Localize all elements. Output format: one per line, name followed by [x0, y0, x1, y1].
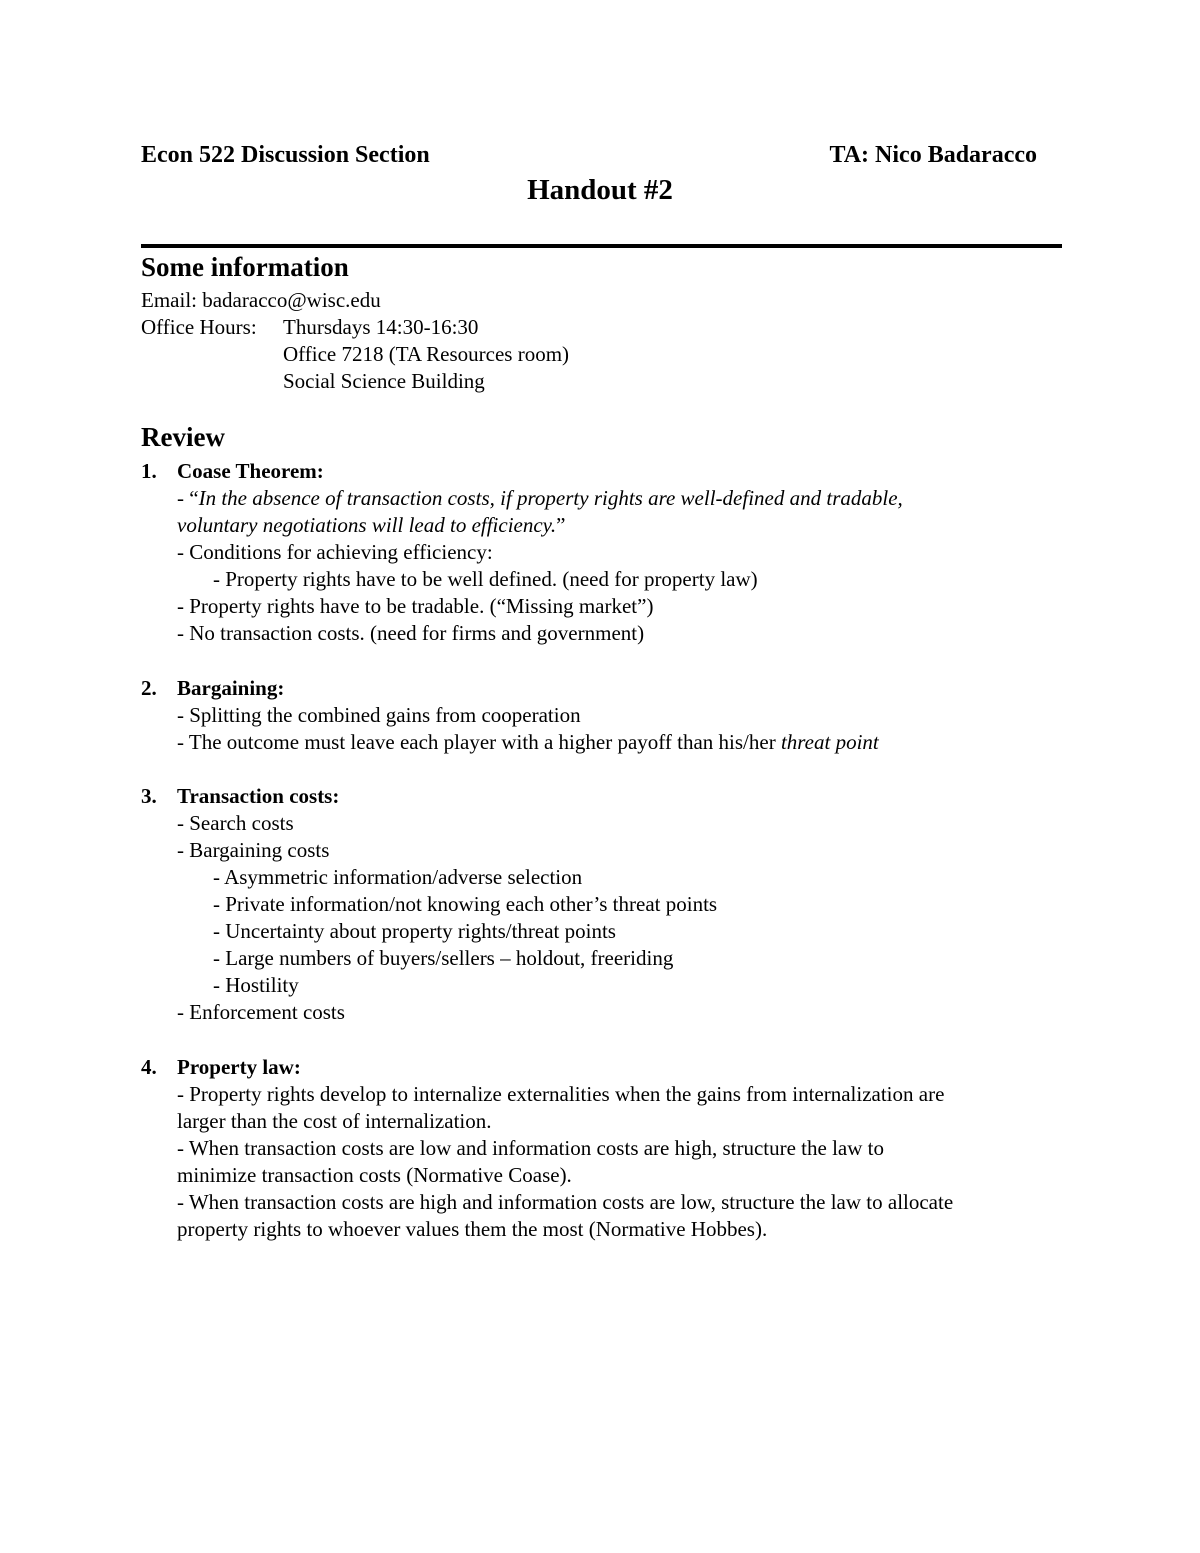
list-item: - Private information/not knowing each other’s threat points [213, 892, 718, 916]
office-hours-label: Office Hours: [141, 315, 257, 339]
item-number: 2. [141, 676, 157, 700]
list-item-threat [177, 729, 879, 755]
list-item: - Uncertainty about property rights/threat points [213, 919, 616, 943]
item-title-property-law: Property law: [177, 1055, 301, 1079]
list-item: - Property rights have to be tradable. (“Missing market”) [177, 594, 654, 618]
list-item: - Splitting the combined gains from cooperation [177, 703, 581, 727]
list-item: - No transaction costs. (need for firms and government) [177, 621, 645, 645]
threat-text: - The outcome must leave each player with a higher payoff than his/her [177, 730, 781, 754]
office-building: Social Science Building [283, 369, 485, 393]
list-item: - Hostility [213, 973, 299, 997]
office-location: Office 7218 (TA Resources room) [283, 342, 570, 366]
office-hours-time: Thursdays 14:30-16:30 [283, 315, 479, 339]
list-item: larger than the cost of internalization. [177, 1109, 492, 1133]
list-item: minimize transaction costs (Normative Coase). [177, 1163, 572, 1187]
email-line: Email: badaracco@wisc.edu [141, 288, 381, 312]
handout-title: Handout #2 [527, 174, 673, 206]
coase-quote-line1 [177, 485, 903, 511]
threat-point-term: threat point [780, 730, 879, 754]
ta-name: TA: Nico Badaracco [829, 142, 1037, 168]
item-title-coase: Coase Theorem: [177, 459, 324, 483]
list-item: - Enforcement costs [177, 1000, 345, 1024]
quote-text-2: voluntary negotiations will lead to efficiency. [177, 513, 557, 537]
item-number: 3. [141, 784, 157, 808]
list-item: - Property rights have to be well defined. (need for property law) [213, 567, 758, 591]
course-title: Econ 522 Discussion Section [141, 142, 430, 168]
list-item: - Asymmetric information/adverse selection [213, 865, 583, 889]
item-number: 1. [141, 459, 157, 483]
list-item: - Conditions for achieving efficiency: [177, 540, 493, 564]
list-item: - Search costs [177, 811, 294, 835]
list-item: - Property rights develop to internalize externalities when the gains from internalization are [177, 1082, 945, 1106]
quote-close: ” [556, 513, 566, 537]
header-divider [141, 244, 1062, 248]
list-item: - Large numbers of buyers/sellers – holdout, freeriding [213, 946, 674, 970]
review-heading: Review [141, 422, 225, 452]
list-item: property rights to whoever values them the most (Normative Hobbes). [177, 1217, 768, 1241]
info-heading: Some information [141, 252, 349, 282]
list-item: - When transaction costs are high and information costs are low, structure the law to allocate [177, 1190, 954, 1214]
item-title-bargaining: Bargaining: [177, 676, 285, 700]
item-title-transaction: Transaction costs: [177, 784, 340, 808]
list-item: - When transaction costs are low and information costs are high, structure the law to [177, 1136, 884, 1160]
quote-text-1: In the absence of transaction costs, if property rights are well-defined and tradable, [198, 486, 903, 510]
quote-open: - “ [177, 486, 199, 510]
item-number: 4. [141, 1055, 157, 1079]
list-item: - Bargaining costs [177, 838, 330, 862]
coase-quote-line2 [177, 512, 565, 538]
